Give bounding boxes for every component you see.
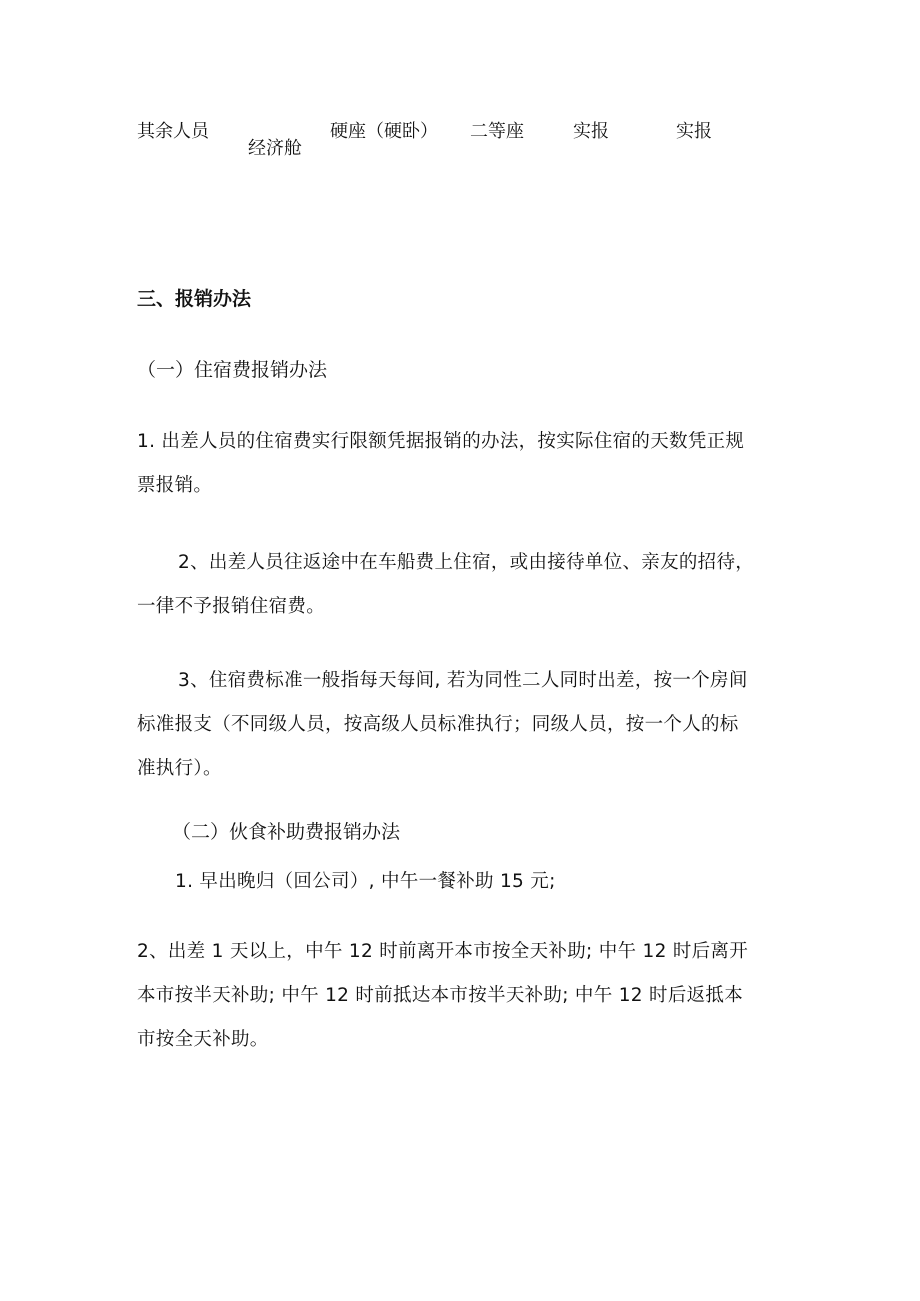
paragraph-line: 1. 出差人员的住宿费实行限额凭据报销的办法，按实际住宿的天数凭正规 [137, 431, 745, 452]
lodging-item-3 [137, 659, 787, 791]
table-cell-category: 其余人员 [137, 121, 209, 142]
paragraph-line: 2、出差 1 天以上，中午 12 时前离开本市按全天补助; 中午 12 时后离开 [137, 941, 749, 962]
table-cell-high-speed: 二等座 [470, 121, 524, 142]
table-cell-plane: 经济舱 [248, 138, 302, 159]
meals-item-2 [137, 930, 787, 1062]
subsection-title-lodging: （一）住宿费报销办法 [137, 359, 328, 381]
paragraph-line: 票报销。 [137, 475, 213, 496]
table-cell-train: 硬座（硬卧） [330, 121, 438, 142]
table-cell-ship: 实报 [573, 121, 609, 142]
lodging-item-2 [137, 541, 787, 629]
paragraph-line: 一律不予报销住宿费。 [137, 596, 326, 617]
lodging-item-1 [137, 420, 787, 508]
paragraph-line: 2、出差人员往返途中在车船费上住宿，或由接待单位、亲友的招待， [178, 552, 755, 573]
paragraph-line: 1. 早出晚归（回公司）, 中午一餐补助 15 元; [175, 871, 556, 892]
paragraph-line: 市按全天补助。 [137, 1029, 269, 1050]
section-title: 三、报销办法 [137, 288, 252, 310]
paragraph-line: 准执行）。 [137, 758, 222, 779]
subsection-title-meals: （二）伙食补助费报销办法 [172, 821, 401, 843]
paragraph-line: 标准报支（不同级人员，按高级人员标准执行；同级人员，按一个人的标 [137, 714, 739, 735]
meals-item-1 [137, 860, 787, 904]
paragraph-line: 3、住宿费标准一般指每天每间, 若为同性二人同时出差，按一个房间 [178, 670, 748, 691]
table-cell-other: 实报 [676, 121, 712, 142]
paragraph-line: 本市按半天补助; 中午 12 时前抵达本市按半天补助; 中午 12 时后返抵本 [137, 985, 744, 1006]
